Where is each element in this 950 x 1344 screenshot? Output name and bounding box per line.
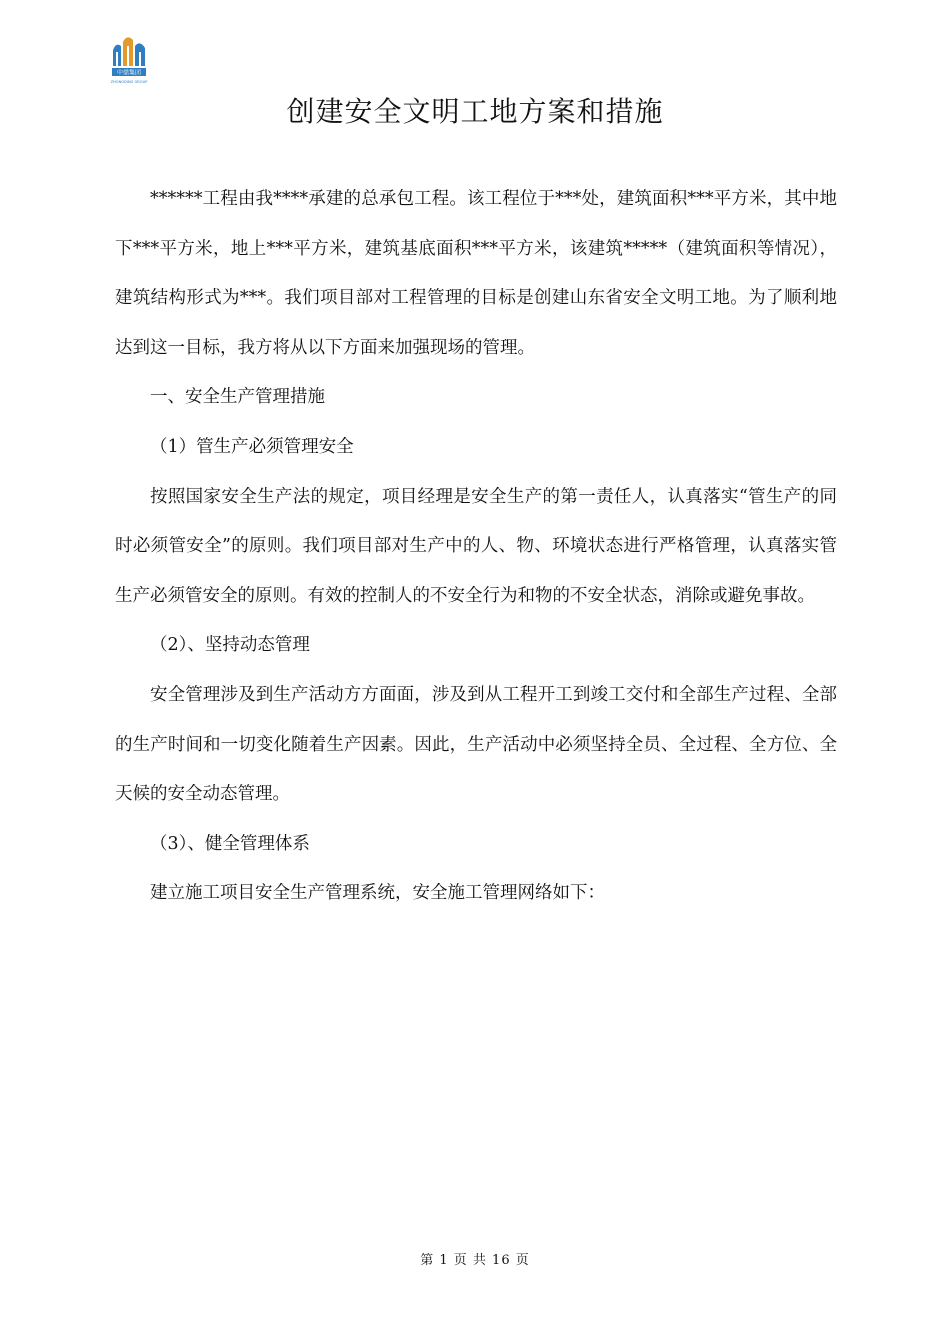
company-building-logo-icon <box>110 32 148 88</box>
document-body <box>115 175 837 919</box>
company-logo <box>110 32 148 88</box>
subsection-heading-3: （3）、健全管理体系 <box>150 833 310 854</box>
subsection-heading-2: （2）、坚持动态管理 <box>150 635 310 656</box>
document-title: 创建安全文明工地方案和措施 <box>286 95 664 128</box>
subsection-1-paragraph: 按照国家安全生产法的规定，项目经理是安全生产的第一责任人，认真落实“管生产的同时必须管安全”的原则。我们项目部对生产中的人、物、环境状态进行严格管理，认真落实管生产必须管安全的原则。有效的控制人的不安全行为和物的不安全状态，消除或避免事故。 <box>115 486 837 606</box>
intro-paragraph: ******工程由我****承建的总承包工程。该工程位于***处，建筑面积***平方米，其中地下***平方米，地上***平方米，建筑基底面积***平方米，该建筑*****（建筑面积等情况），建筑结构形式为***。我们项目部对工程管理的目标是创建山东省安全文明工地。为了顺利地达到这一目标，我方将从以下方面来加强现场的管理。 <box>115 189 837 358</box>
page-number-footer: 第 1 页 共 16 页 <box>420 1253 530 1268</box>
subsection-3-paragraph: 建立施工项目安全生产管理系统，安全施工管理网络如下： <box>150 883 605 904</box>
svg-text:中鼎集团: 中鼎集团 <box>116 69 142 77</box>
section-heading-1: 一、安全生产管理措施 <box>150 387 325 408</box>
svg-text:ZHONGDING GROUP: ZHONGDING GROUP <box>110 80 148 84</box>
subsection-heading-1: （1）管生产必须管理安全 <box>150 436 354 457</box>
subsection-2-paragraph: 安全管理涉及到生产活动方方面面，涉及到从工程开工到竣工交付和全部生产过程、全部的生产时间和一切变化随着生产因素。因此，生产活动中必须坚持全员、全过程、全方位、全天候的安全动态管理。 <box>115 684 837 805</box>
